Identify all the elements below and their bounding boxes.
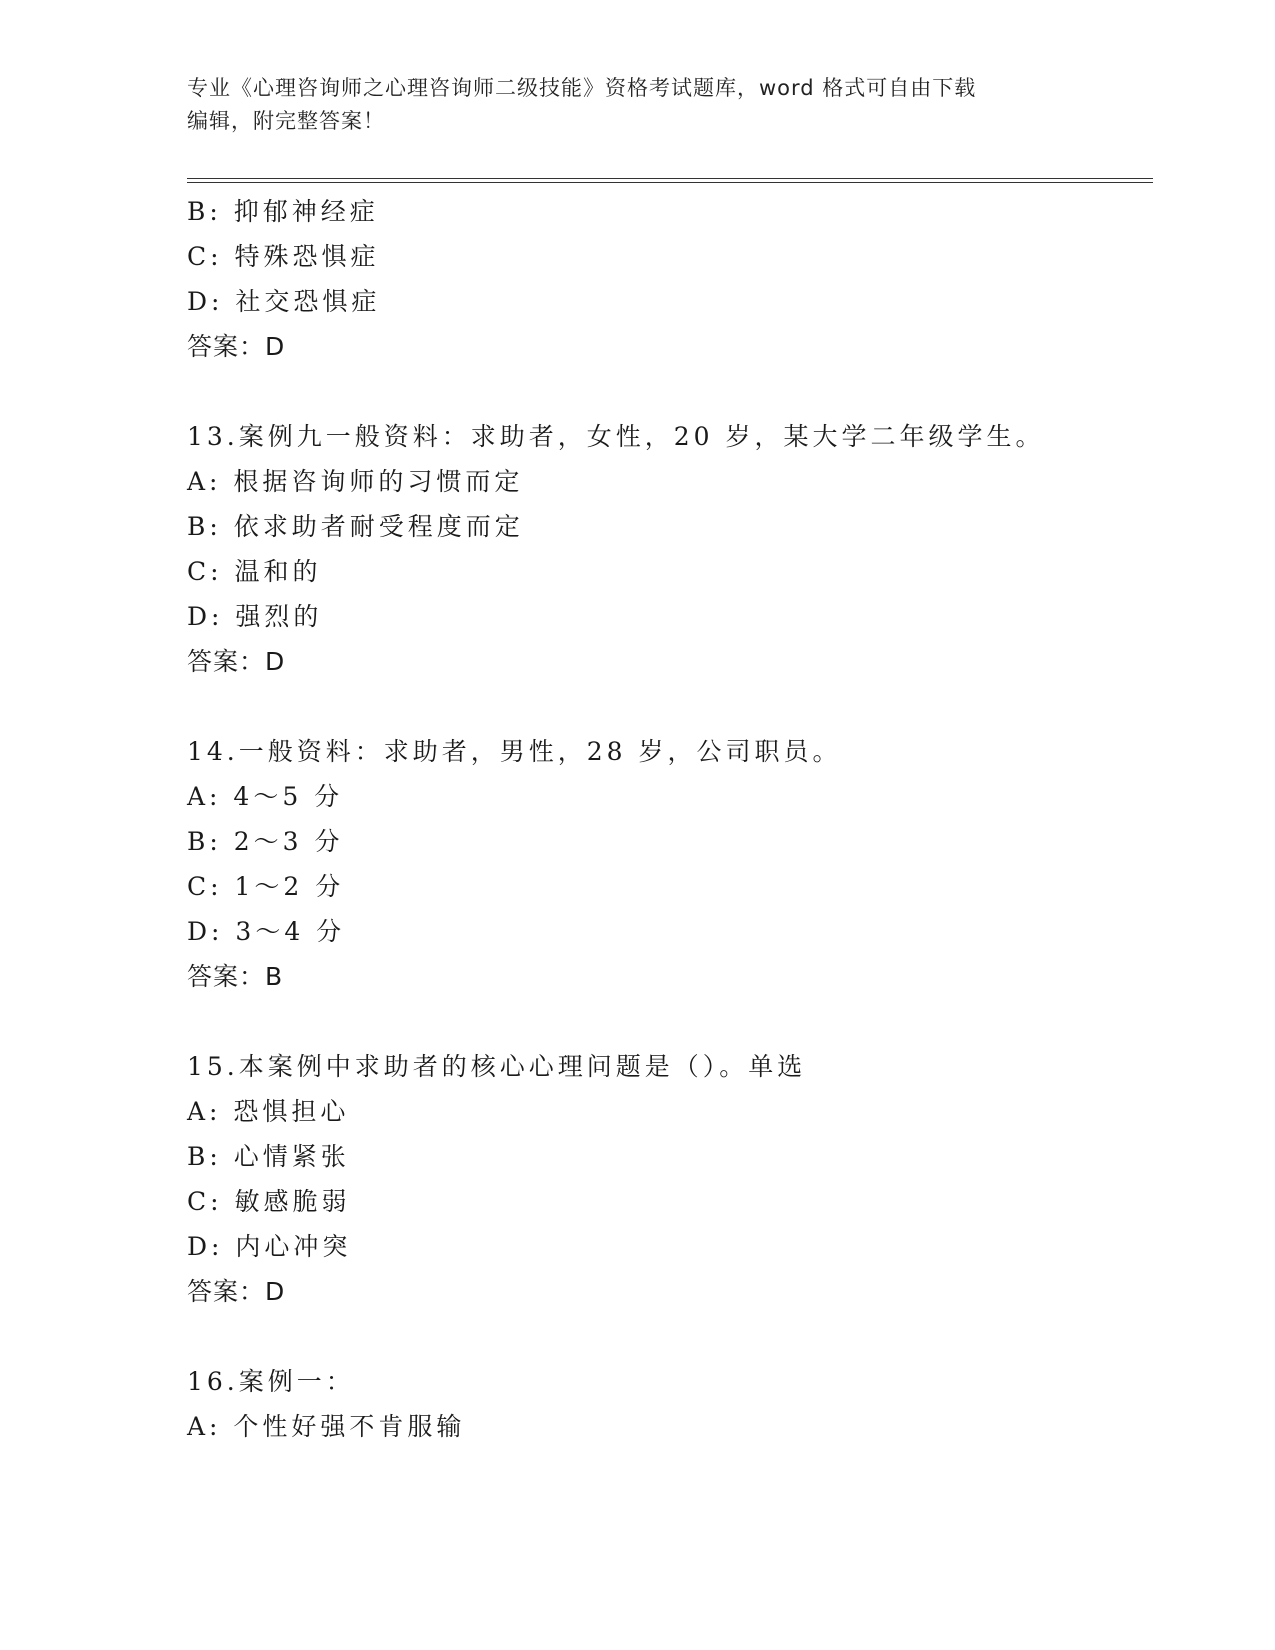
- option-line: D: 3～4 分: [187, 917, 346, 946]
- header-rule-top: [187, 178, 1153, 179]
- question-line: 16.案例一：: [187, 1367, 355, 1396]
- option-line: B: 心情紧张: [187, 1142, 350, 1171]
- header-rule-bottom: [187, 182, 1153, 183]
- option-line: C: 1～2 分: [187, 872, 345, 901]
- option-line: B: 抑郁神经症: [187, 197, 379, 226]
- option-line: B: 2～3 分: [187, 827, 344, 856]
- option-line: B: 依求助者耐受程度而定: [187, 512, 524, 541]
- option-line: D: 内心冲突: [187, 1232, 352, 1261]
- document-header: [187, 72, 1087, 138]
- question-line: 13.案例九一般资料：求助者，女性，20 岁，某大学二年级学生。: [187, 422, 1045, 451]
- answer-line: 答案：B: [187, 962, 284, 991]
- answer-line: 答案：D: [187, 1277, 286, 1306]
- question-line: 14.一般资料：求助者，男性，28 岁，公司职员。: [187, 737, 842, 766]
- option-line: A: 个性好强不肯服输: [187, 1412, 466, 1441]
- answer-line: 答案：D: [187, 647, 286, 676]
- option-line: C: 特殊恐惧症: [187, 242, 380, 271]
- question-line: 15.本案例中求助者的核心心理问题是（）。单选: [187, 1052, 807, 1081]
- option-line: A: 根据咨询师的习惯而定: [187, 467, 524, 496]
- option-line: A: 4～5 分: [187, 782, 344, 811]
- answer-line: 答案：D: [187, 332, 286, 361]
- option-line: D: 社交恐惧症: [187, 287, 381, 316]
- option-line: C: 敏感脆弱: [187, 1187, 351, 1216]
- option-line: A: 恐惧担心: [187, 1097, 350, 1126]
- header-line-2: 编辑，附完整答案！: [187, 109, 385, 133]
- header-line-1: 专业《心理咨询师之心理咨询师二级技能》资格考试题库，word 格式可自由下载: [187, 76, 977, 100]
- option-line: C: 温和的: [187, 557, 322, 586]
- option-line: D: 强烈的: [187, 602, 323, 631]
